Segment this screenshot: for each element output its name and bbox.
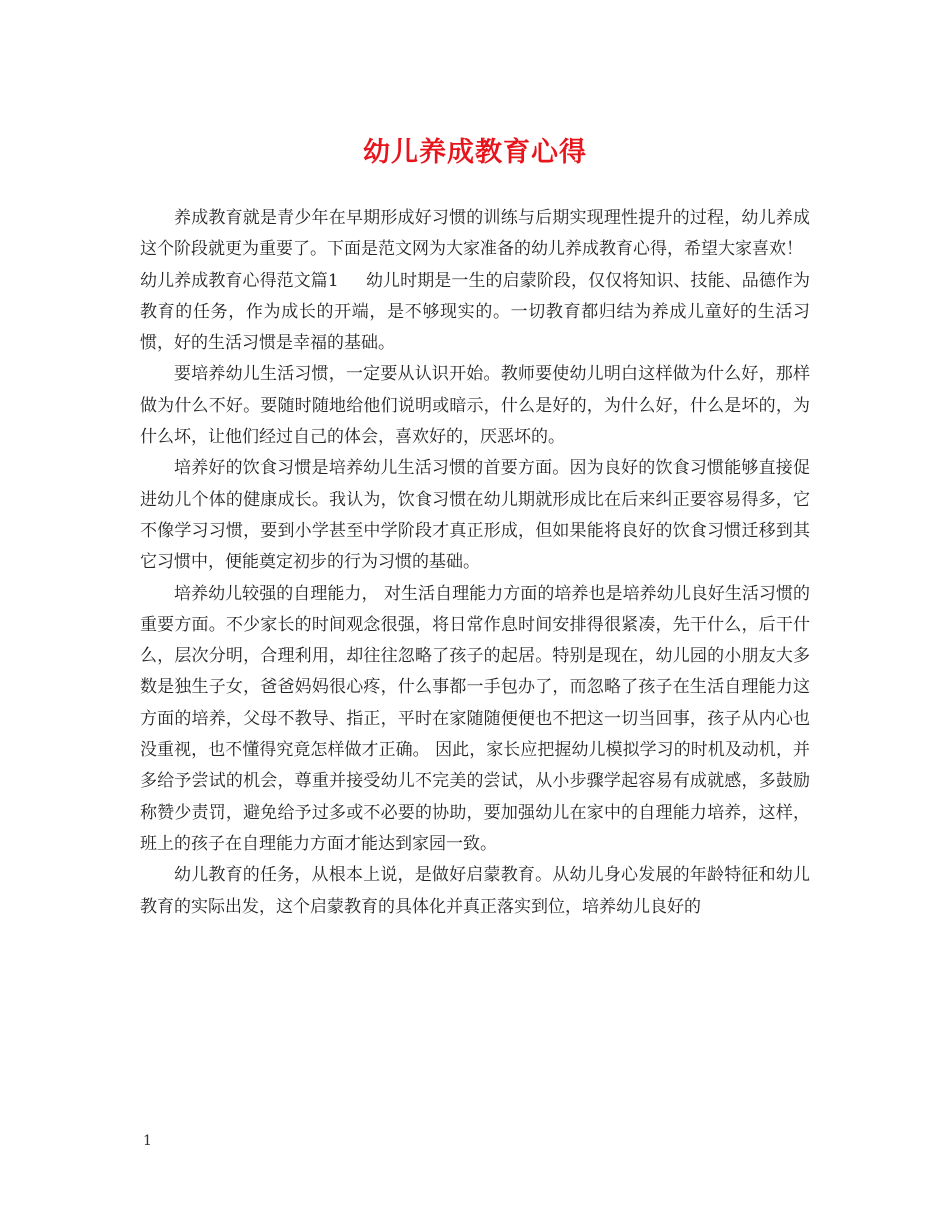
section-first-paragraph: 幼儿时期是一生的启蒙阶段，仅仅将知识、技能、品德作为教育的任务，作为成长的开端，是不够现实的。一切教育都归结为养成儿童好的生活习惯，好的生活习惯是幸福的基础。 (140, 270, 810, 354)
section-heading: 幼儿养成教育心得范文篇1 (140, 270, 339, 291)
document-title: 幼儿养成教育心得 (363, 137, 587, 168)
section-paragraph (140, 266, 810, 360)
body-paragraph-3: 培养幼儿较强的自理能力， 对生活自理能力方面的培养也是培养幼儿良好生活习惯的重要方面。不少家长的时间观念很强，将日常作息时间安排得很紧凑，先干什么，后干什么，层次分明，合理利用，却往往忽略了孩子的起居。特别是现在，幼儿园的小朋友大多数是独生子女，爸爸妈妈很心疼，什么事都一手包办了，而忽略了孩子在生活自理能力这方面的培养，父母不教导、指正，平时在家随随便便也不把这一切当回事，孩子从内心也没重视，也不懂得究竟怎样做才正确。 因此，家长应把握幼儿模拟学习的时机及动机，并多给予尝试的机会，尊重并接受幼儿不完美的尝试，从小步骤学起容易有成就感，多鼓励称赞少责罚，避免给予过多或不必要的协助，要加强幼儿在家中的自理能力培养，这样，班上的孩子在自理能力方面才能达到家园一致。 (140, 583, 810, 854)
document-body (140, 203, 810, 923)
page-number: 1 (143, 1133, 152, 1149)
body-paragraph-2: 培养好的饮食习惯是培养幼儿生活习惯的首要方面。因为良好的饮食习惯能够直接促进幼儿个体的健康成长。我认为，饮食习惯在幼儿期就形成比在后来纠正要容易得多，它不像学习习惯，要到小学甚至中学阶段才真正形成，但如果能将良好的饮食习惯迁移到其它习惯中，便能奠定初步的行为习惯的基础。 (140, 458, 810, 573)
body-paragraph-4: 幼儿教育的任务，从根本上说，是做好启蒙教育。从幼儿身心发展的年龄特征和幼儿教育的实际出发，这个启蒙教育的具体化并真正落实到位，培养幼儿良好的 (140, 865, 810, 917)
intro-paragraph: 养成教育就是青少年在早期形成好习惯的训练与后期实现理性提升的过程，幼儿养成这个阶段就更为重要了。下面是范文网为大家准备的幼儿养成教育心得，希望大家喜欢！ (140, 208, 810, 260)
body-paragraph-1: 要培养幼儿生活习惯，一定要从认识开始。教师要使幼儿明白这样做为什么好，那样做为什么不好。要随时随地给他们说明或暗示，什么是好的，为什么好，什么是坏的，为什么坏，让他们经过自己的体会，喜欢好的，厌恶坏的。 (140, 364, 810, 448)
